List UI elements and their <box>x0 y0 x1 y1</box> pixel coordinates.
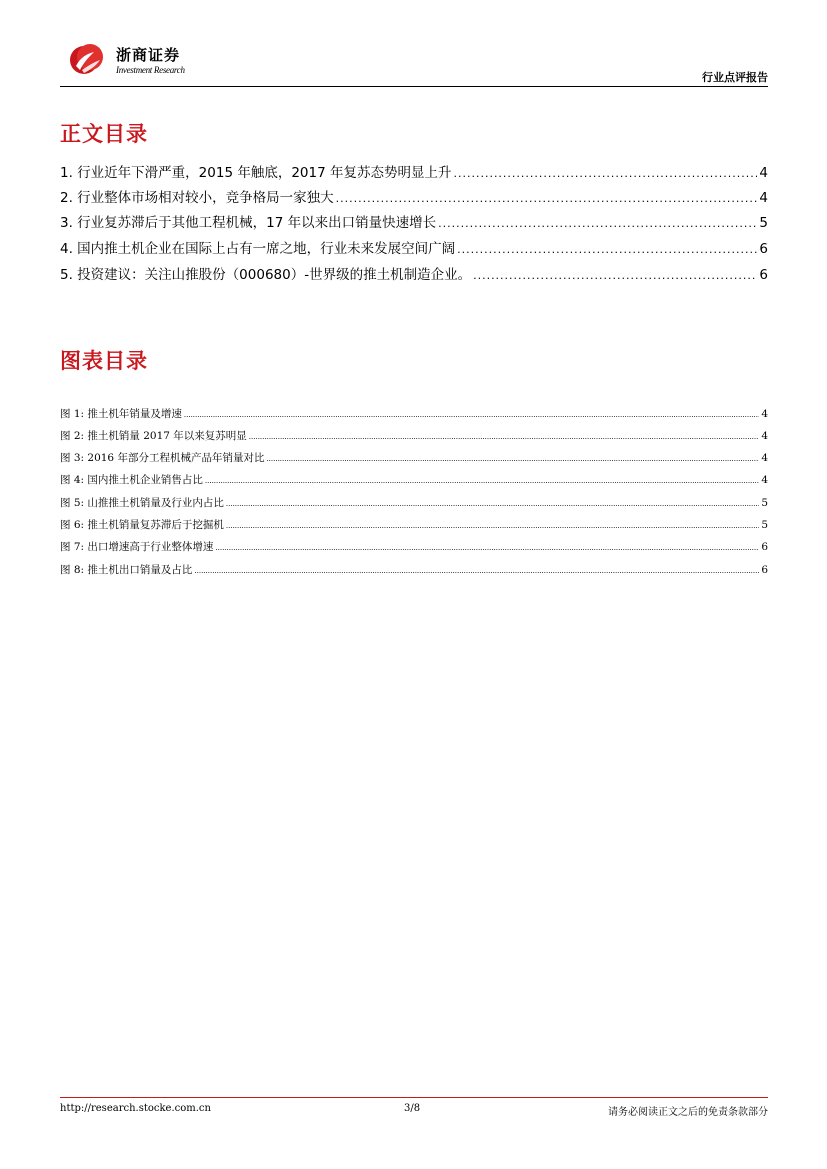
toc-entry-page: 5 <box>759 215 768 231</box>
dot-leader <box>226 497 759 511</box>
figure-entry[interactable] <box>60 563 768 578</box>
figure-list-title: 图表目录 <box>60 349 148 373</box>
figure-entry[interactable] <box>60 429 768 444</box>
figure-entry[interactable] <box>60 518 768 533</box>
dot-leader <box>438 215 757 233</box>
figure-entry-page: 5 <box>761 519 768 531</box>
figure-entry-label: 图 5: 山推推土机销量及行业内占比 <box>60 497 224 509</box>
figure-entry-label: 图 4: 国内推土机企业销售占比 <box>60 474 203 486</box>
dot-leader <box>266 452 759 466</box>
toc-entry[interactable] <box>60 266 768 285</box>
figure-entry-page: 6 <box>761 564 768 576</box>
dot-leader <box>473 267 757 285</box>
figure-entry-label: 图 7: 出口增速高于行业整体增速 <box>60 541 214 553</box>
dot-leader <box>184 408 759 422</box>
footer-page-number: 3/8 <box>404 1103 421 1114</box>
toc-entry-page: 4 <box>759 190 768 206</box>
toc-entry-label: 3. 行业复苏滞后于其他工程机械，17 年以来出口销量快速增长 <box>60 215 437 231</box>
footer-divider <box>60 1097 768 1098</box>
figure-entry-page: 4 <box>761 452 768 464</box>
toc-entry-label: 2. 行业整体市场相对较小，竞争格局一家独大 <box>60 190 334 206</box>
dot-leader <box>194 564 759 578</box>
dot-leader <box>457 241 757 259</box>
page-header <box>60 38 768 88</box>
figure-entry[interactable] <box>60 540 768 555</box>
figure-entry-page: 5 <box>761 497 768 509</box>
footer-disclaimer-note: 请务必阅读正文之后的免责条款部分 <box>608 1107 768 1118</box>
toc-entry-label: 5. 投资建议：关注山推股份（000680）-世界级的推土机制造企业。 <box>60 267 472 283</box>
figure-entry-label: 图 3: 2016 年部分工程机械产品年销量对比 <box>60 452 265 464</box>
figure-entry-page: 4 <box>761 408 768 420</box>
toc-entry[interactable] <box>60 189 768 208</box>
dot-leader <box>205 474 759 488</box>
dot-leader <box>249 430 760 444</box>
report-type-label: 行业点评报告 <box>702 71 768 84</box>
figure-entry-label: 图 2: 推土机销量 2017 年以来复苏明显 <box>60 430 247 442</box>
footer-url-link[interactable]: http://research.stocke.com.cn <box>60 1103 211 1114</box>
figure-entry-label: 图 6: 推土机销量复苏滞后于挖掘机 <box>60 519 224 531</box>
toc-entry-page: 6 <box>759 267 768 283</box>
dot-leader <box>215 541 759 555</box>
dot-leader <box>453 165 757 183</box>
dot-leader <box>226 519 759 533</box>
logo-chinese-text: 浙商证券 <box>116 46 181 64</box>
figure-entry[interactable] <box>60 451 768 466</box>
toc-entry-page: 6 <box>759 241 768 257</box>
toc-entry-page: 4 <box>759 165 768 181</box>
toc-title: 正文目录 <box>60 122 148 146</box>
toc-entry-label: 4. 国内推土机企业在国际上占有一席之地，行业未来发展空间广阔 <box>60 241 456 257</box>
figure-entry[interactable] <box>60 496 768 511</box>
toc-entry[interactable] <box>60 214 768 233</box>
figure-entry[interactable] <box>60 473 768 488</box>
company-logo-icon <box>66 40 106 78</box>
toc-entry[interactable] <box>60 164 768 183</box>
figure-entry-page: 4 <box>761 430 768 442</box>
figure-entry-page: 4 <box>761 474 768 486</box>
toc-entry[interactable] <box>60 240 768 259</box>
figure-entry-label: 图 1: 推土机年销量及增速 <box>60 408 182 420</box>
header-divider <box>60 86 768 87</box>
figure-entry-label: 图 8: 推土机出口销量及占比 <box>60 564 193 576</box>
figure-entry[interactable] <box>60 407 768 422</box>
dot-leader <box>336 190 758 208</box>
figure-entry-page: 6 <box>761 541 768 553</box>
logo-english-text: Investment Research <box>116 65 185 75</box>
toc-entry-label: 1. 行业近年下滑严重，2015 年触底，2017 年复苏态势明显上升 <box>60 165 452 181</box>
